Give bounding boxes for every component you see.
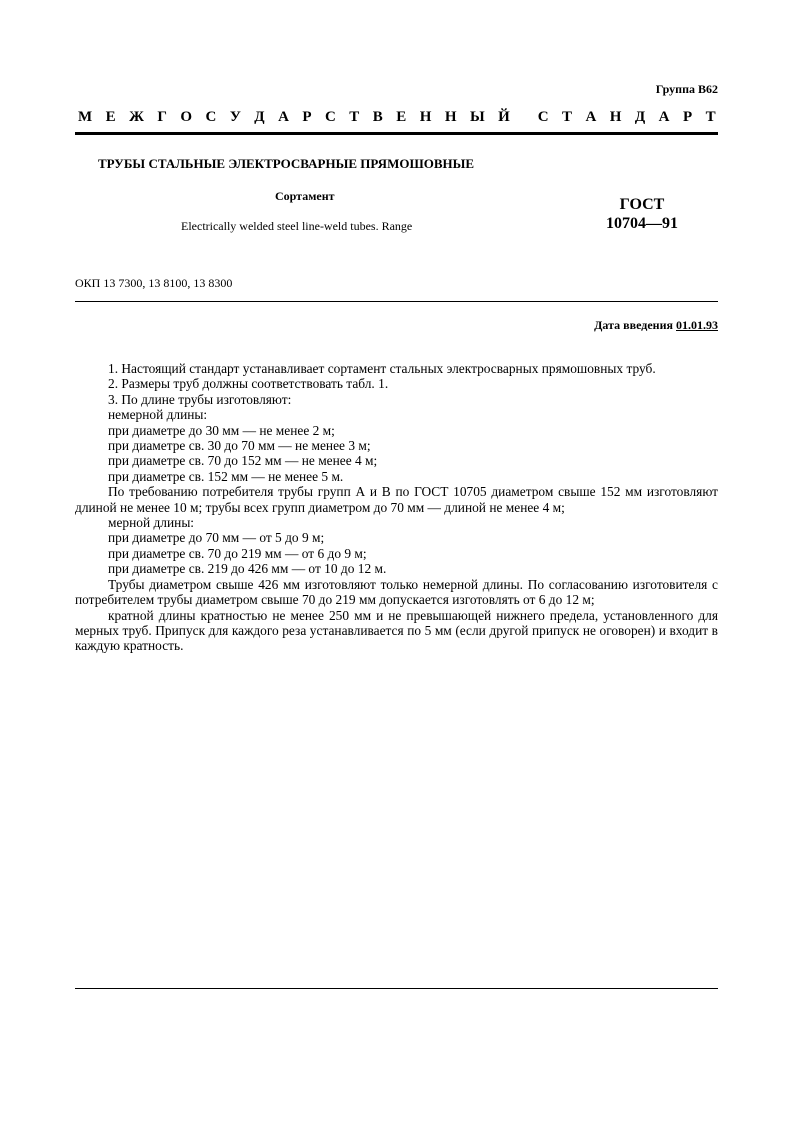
banner-letter: Е [105,109,116,125]
banner-letter: Г [157,109,167,125]
gost-number: 10704—91 [606,215,678,232]
banner-letter: М [78,109,93,125]
english-title: Electrically welded steel line-weld tubes. Range [181,219,413,233]
paragraph-1: 1. Настоящий стандарт устанавливает сортамент стальных электросварных прямошовных труб. [108,361,656,376]
paragraph-3: 3. По длине трубы изготовляют: [108,391,292,407]
introduction-date-label: Дата введения [594,318,673,332]
introduction-date-value: 01.01.93 [676,318,718,332]
header-divider [75,132,718,135]
list-item: при диаметре до 70 мм — от 5 до 9 м; [108,530,325,546]
list-item: при диаметре св. 152 мм — не менее 5 м. [108,468,344,484]
list-item: при диаметре св. 70 до 219 мм — от 6 до 9 м; [108,545,367,561]
banner-letter: А [585,109,597,125]
banner-letter: Д [634,109,646,125]
introduction-date [594,318,718,333]
gost-designation [600,195,684,233]
list-item: при диаметре св. 219 до 426 мм — от 10 до 12 м. [108,561,387,577]
banner-letter: Й [498,109,510,125]
banner-letter: Ы [469,109,485,125]
banner-letter: Т [562,109,573,125]
banner-letter: Т [705,109,716,125]
list-heading-measured-length: мерной длины: [108,515,195,531]
banner-letter: Н [609,109,622,125]
banner-letter: Р [302,109,312,125]
interstate-standard-banner [78,109,716,126]
document-title: ТРУБЫ СТАЛЬНЫЕ ЭЛЕКТРОСВАРНЫЕ ПРЯМОШОВНЫЕ [98,156,475,171]
footer-divider [75,988,718,989]
banner-letter: С [324,109,336,125]
group-code: Группа В62 [655,82,718,96]
okp-codes: ОКП 13 7300, 13 8100, 13 8300 [75,276,233,290]
paragraph-multiple-length: кратной длины кратностью не менее 250 мм и не превышающей нижнего предела, установленного для мерных труб. Припуск для каждого реза устанавливается по 5 мм (если другой припуск не оговорен) и входит в каждую кратность. [75,607,718,654]
banner-letter: Р [682,109,693,125]
okp-divider [75,301,718,302]
list-item: при диаметре св. 70 до 152 мм — не менее 4 м; [108,453,378,469]
banner-letter: Е [396,109,407,125]
banner-letter: Н [444,109,457,125]
paragraph-over-426: Трубы диаметром свыше 426 мм изготовляют только немерной длины. По согласованию изготовителя с потребителем трубы диаметром свыше 70 до 219 мм допускается изготовлять от 6 до 12 м; [75,576,718,608]
list-item: при диаметре св. 30 до 70 мм — не менее 3 м; [108,438,371,454]
list-heading-random-length: немерной длины: [108,407,208,423]
banner-letter: С [205,109,217,125]
body-text [75,361,718,654]
banner-letter: Д [254,109,265,125]
banner-letter: Н [419,109,432,125]
banner-letter: Т [349,109,360,125]
document-subtitle: Сортамент [275,189,335,203]
paragraph-2: 2. Размеры труб должны соответствовать табл. 1. [108,376,389,392]
list-item: при диаметре до 30 мм — не менее 2 м; [108,422,335,438]
gost-label: ГОСТ [619,196,665,213]
banner-letter: У [229,109,241,125]
banner-letter: О [180,109,193,125]
paragraph-customer-request: По требованию потребителя трубы групп А и В по ГОСТ 10705 диаметром свыше 152 мм изготовляют длиной не менее 10 м; трубы всех групп диаметром до 70 мм — длиной не менее 4 м; [75,484,718,515]
banner-letter: С [537,109,549,125]
banner-word-gap [523,109,524,126]
banner-letter: А [278,109,289,125]
banner-letter: Ж [129,109,144,125]
banner-letter: В [372,109,383,125]
banner-letter: А [658,109,670,125]
